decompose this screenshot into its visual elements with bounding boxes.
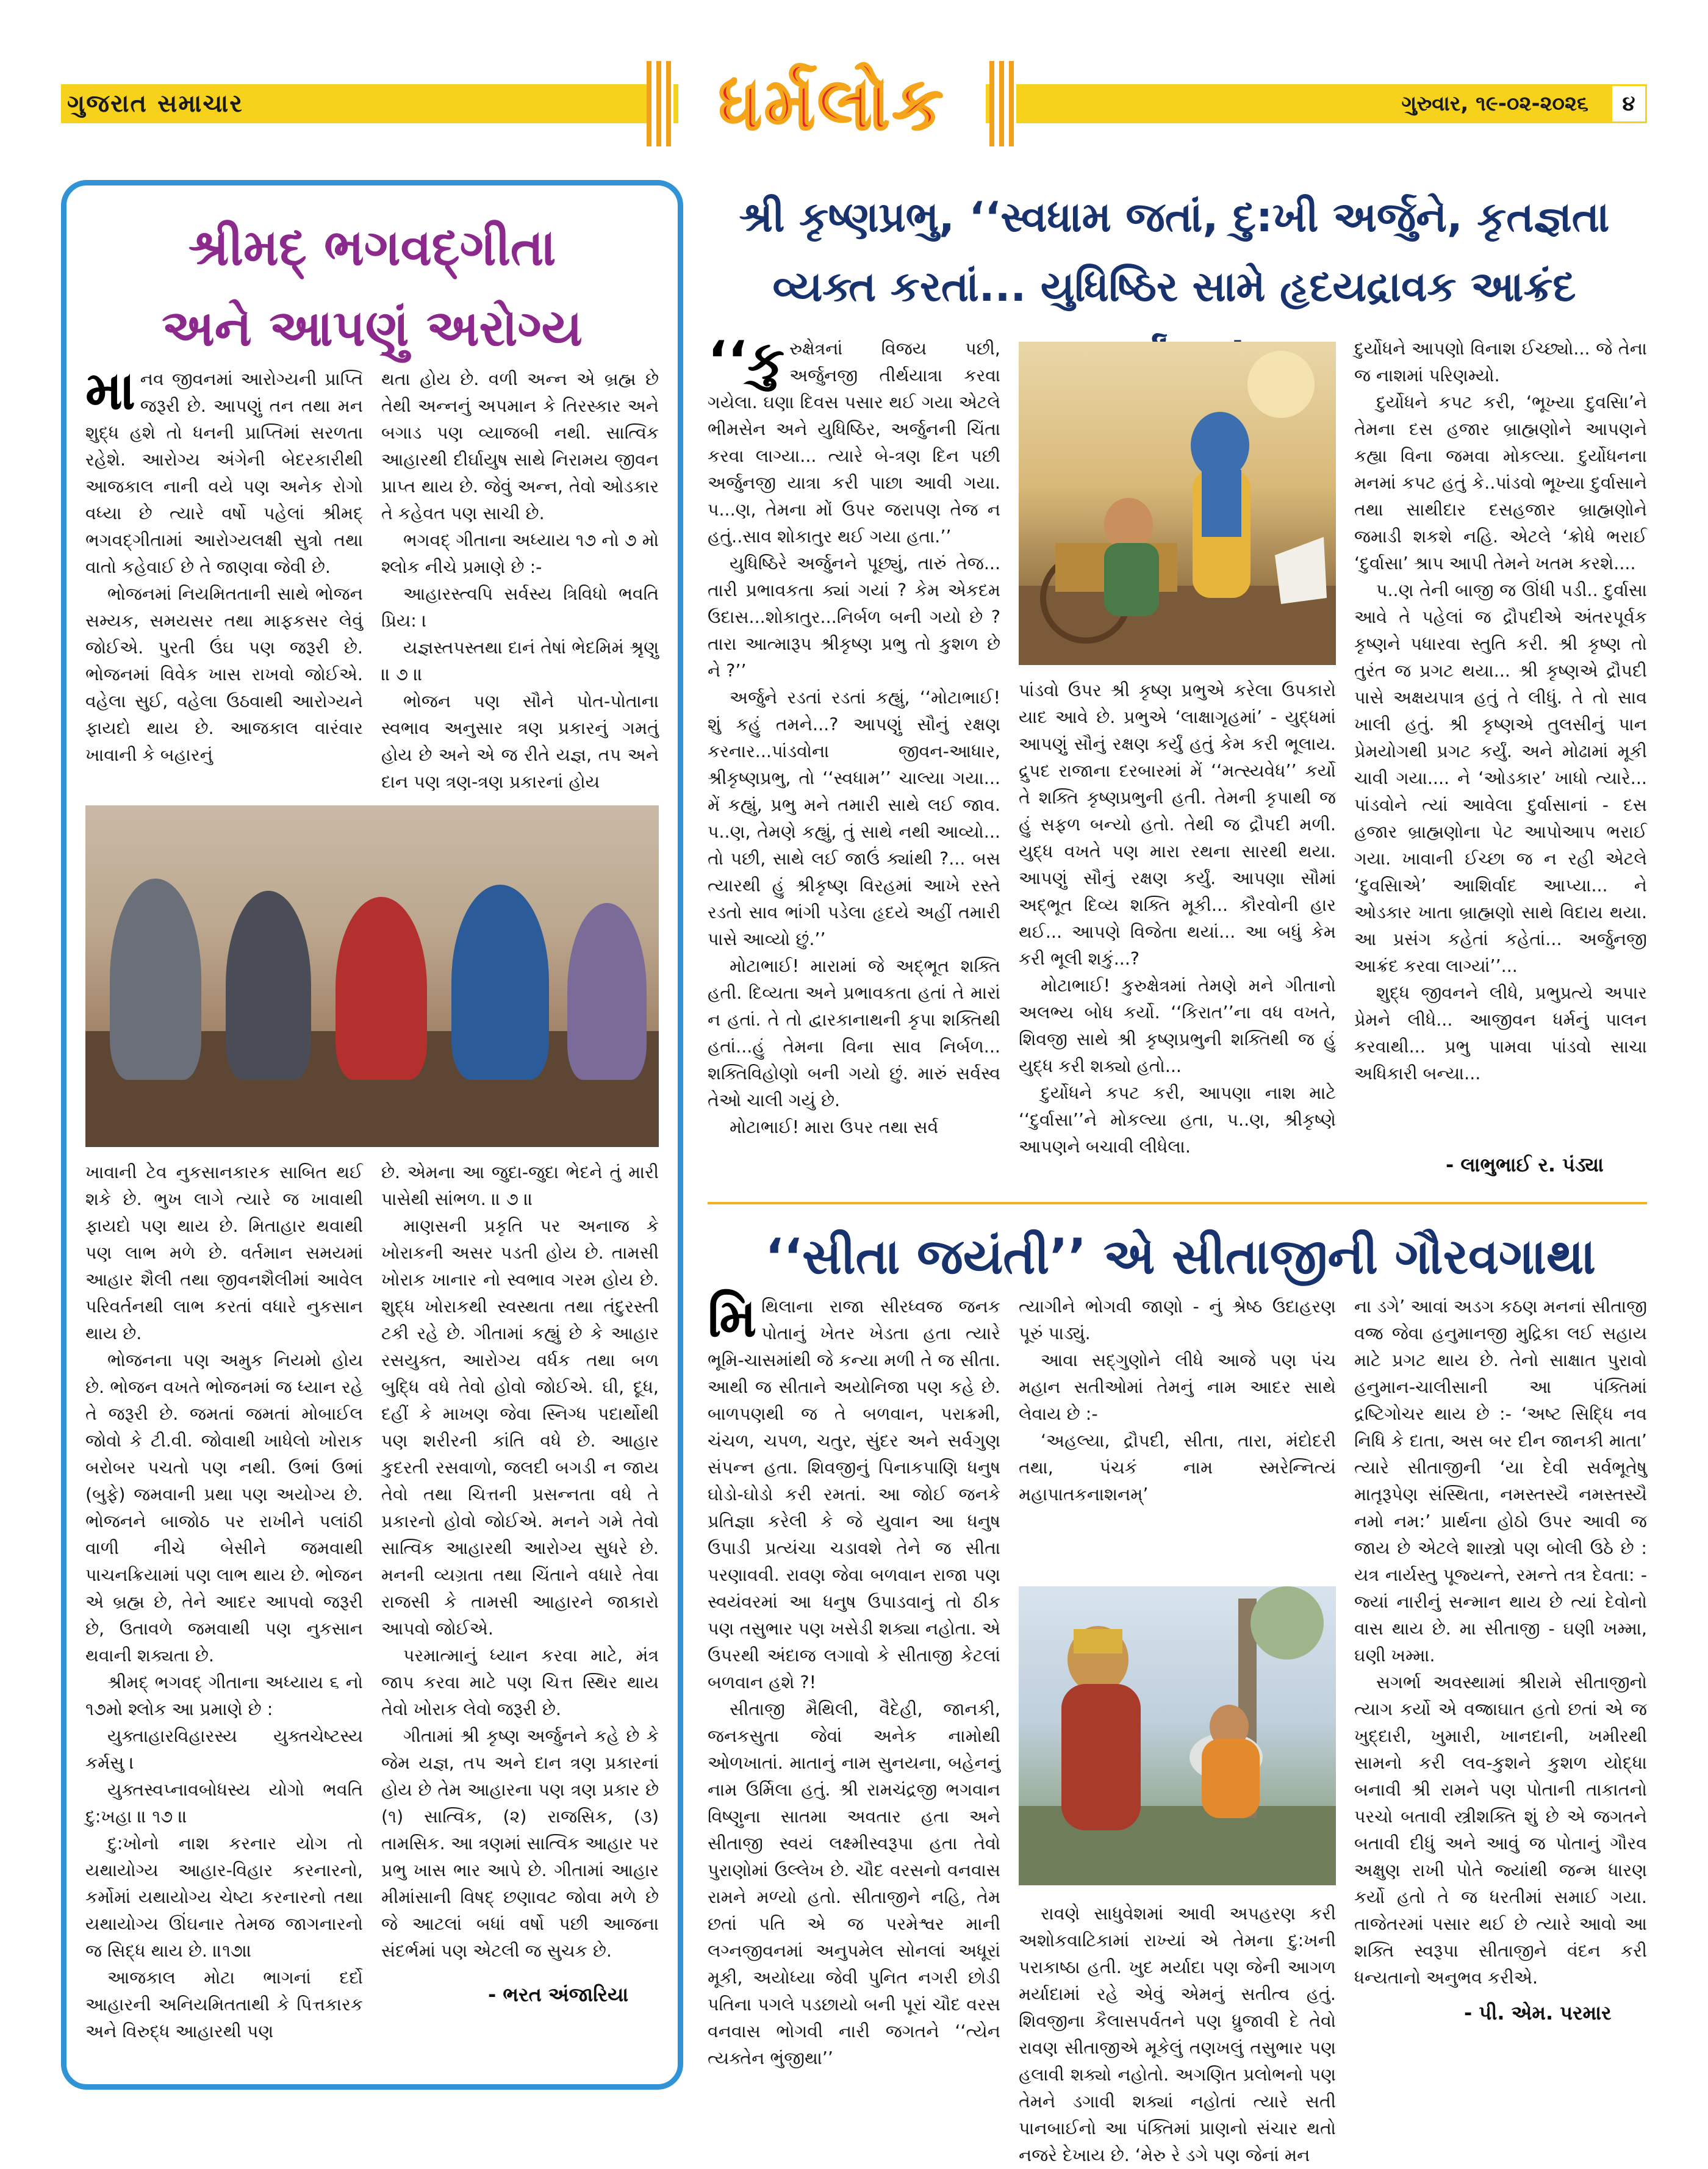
krishna-paragraph: પાંડવો ઉપર શ્રી કૃષ્ણ પ્રભુએ કરેલા ઉપકારો યાદ આવે છે. પ્રભુએ ‘લાક્ષાગૃહમાં’ - યુદ્ધમાં આપણું સૌનું રક્ષણ કર્યું હતું કેમ કરી ભૂલાય. દ્રુપદ રાજાના દરબારમાં મેં ‘‘મત્સ્યવેધ’’ કર્યો તે શક્તિ કૃષ્ણપ્રભુની હતી. તેમની કૃપાથી જ હું સફળ બન્યો હતો. તેથી જ દ્રૌપદી મળી. યુદ્ધ વખતે પણ મારા રથના સારથી થયા. આપણું સૌનું રક્ષણ કર્યું. આપણા સૌમાં અદ્ભૂત દિવ્ય શક્તિ મૂકી... કૌરવોની હાર થઈ... આપણે વિજેતા થયાં... આ બધું કેમ કરી ભૂલી શકું...? xyxy=(1019,680,1336,969)
gita-shloka-line: આહારસ્ત્વપિ સર્વસ્ય ત્રિવિધો ભવતિ પ્રિય: । xyxy=(381,584,659,631)
krishna-column-2 xyxy=(1019,677,1336,1196)
sita-quote: ‘અહલ્યા, દ્રૌપદી, સીતા, તારા, મંદોદરી તથા, પંચકં નામ સ્મરેન્નિત્યં મહાપાતકનાશનમ્’ xyxy=(1019,1431,1336,1505)
gita-paragraph: પરમાત્માનું ધ્યાન કરવા માટે, મંત્ર જાપ કરવા માટે પણ ચિત્ત સ્થિર થાય તેવો ખોરાક લેવો જરૂરી છે. xyxy=(381,1646,659,1719)
sita-paragraph: સીતાજી મૈથિલી, વૈદેહી, જાનકી, જનકસુતા જેવાં અનેક નામોથી ઓળખાતાં. માતાનું નામ સુનયના, બહેનનું નામ ઉર્મિલા હતું. શ્રી રામચંદ્રજી ભગવાન વિષ્ણુના સાતમા અવતાર હતા અને સીતાજી સ્વયં લક્ષ્મીસ્વરૂપા હતા તેવો પુરાણોમાં ઉલ્લેખ છે. ચૌદ વરસનો વનવાસ રામને મળ્યો હતો. સીતાજીને નહિ, તેમ છતાં પતિ એ જ પરમેશ્વર માની લગ્નજીવનમાં અનુપમેલ સોનલાં અધૂરાં મૂકી, અયોધ્યા જેવી પુનિત નગરી છોડી પતિના પગલે પડછાયો બની પૂરાં ચૌદ વરસ વનવાસ ભોગવી નારી જગતને ‘‘ત્યેન ત્યક્તેન ભુંજીથા’’ xyxy=(708,1699,1000,2068)
krishna-arjuna-illustration xyxy=(1019,342,1336,665)
gita-paragraph: આજકાલ મોટા ભાગનાં દર્દો આહારની અનિયમિતતાથી કે પિત્તકારક અને વિરુદ્ધ આહારથી પણ xyxy=(85,1968,363,2041)
gita-headline xyxy=(85,207,659,369)
krishna-column-1 xyxy=(708,330,1000,1196)
gita-headline-line1: શ્રીમદ્ ભગવદ્ગીતા xyxy=(188,218,556,277)
section-logo-box xyxy=(678,54,986,154)
krishna-paragraph xyxy=(708,330,1000,550)
sita-author: - પી. એમ. પરમાર xyxy=(1464,2001,1612,2024)
sita-column-2-bottom xyxy=(1019,1901,1336,2165)
krishna-paragraph: અર્જુને રડતાં રડતાં કહ્યું, ‘‘મોટાભાઈ! શું કહું તમને...? આપણું સૌનું રક્ષણ કરનાર...પાંડવોના જીવન-આધાર, શ્રીકૃષ્ણપ્રભુ, તો ‘‘સ્વધામ’’ ચાલ્યા ગયા... મેં કહ્યું, પ્રભુ મને તમારી સાથે લઈ જાવ. પ..ણ, તેમણે કહ્યું, તું સાથે નથી આવ્યો... તો પછી, સાથે લઈ જાઉં ક્યાંથી ?... બસ ત્યારથી હું શ્રીકૃષ્ણ વિરહમાં આખે રસ્તે રડતો સાવ ભાંગી પડેલા હૃદયે અહીં તમારી પાસે આવ્યો છું.’’ xyxy=(708,688,1000,949)
gita-paragraph: શ્રીમદ્ ભગવદ્ ગીતાના અધ્યાય ૬ નો ૧૭મો શ્લોક આ પ્રમાણે છે : xyxy=(85,1672,363,1719)
page-number: ૪ xyxy=(1610,84,1647,123)
gita-column-1-top xyxy=(85,361,363,793)
sita-paragraph: આવા સદ્ગુણોને લીધે આજે પણ પંચ મહાન સતીઓમાં તેમનું નામ આદર સાથે લેવાય છે :- xyxy=(1019,1350,1336,1424)
sita-ravana-drawing xyxy=(1019,1586,1336,1885)
gita-dropcap: મા xyxy=(85,361,135,422)
gita-paragraph: ભગવદ્ ગીતાના અધ્યાય ૧૭ નો ૭ મો શ્લોક નીચે પ્રમાણે છે :- xyxy=(381,530,659,577)
gita-paragraph: દુ:ખોનો નાશ કરનાર યોગ તો યથાયોગ્ય આહાર-વિહાર કરનારનો, કર્મોમાં યથાયોગ્ય ચેષ્ટા કરનારનો તથા યથાયોગ્ય ઊંઘનાર તેમજ જાગનારનો જ સિદ્ધ થાય છે. ॥૧૭॥ xyxy=(85,1833,363,1961)
krishna-paragraph: મોટાભાઈ! મારા ઉપર તથા સર્વ xyxy=(730,1117,939,1137)
krishna-paragraph: પ..ણ તેની બાજી જ ઊંધી પડી.. દુર્વાસા આવે તે પહેલાં જ દ્રૌપદીએ અંતરપૂર્વક કૃષ્ણને પધારવા સ્તુતિ કરી. શ્રી કૃષ્ણ તો તુરંત જ પ્રગટ થયા... શ્રી કૃષ્ણએ દ્રૌપદી પાસે અક્ષયપાત્ર હતું તે લીધું. તે તો સાવ ખાલી હતું. શ્રી કૃષ્ણએ તુલસીનું પાન પ્રેમયોગથી પ્રગટ કર્યું. અને મોઢામાં મૂકી ચાવી ગયા.... ને ‘ઓડકાર’ ખાધો ત્યારે... પાંડવોને ત્યાં આવેલા દુર્વાસાનાં - દસ હજાર બ્રાહ્મણોના પેટ આપોઆપ ભરાઈ ગયા. ખાવાની ઈચ્છા જ ન રહી એટલે ‘દુવસિાએ’ આશિર્વાદ આપ્યા... ને ઓડકાર ખાતા બ્રાહ્મણો સાથે વિદાય થયા. આ પ્રસંગ કહેતાં કહેતાં... અર્જુનજી આક્રંદ કરવા લાગ્યાં’’... xyxy=(1354,580,1647,976)
gita-author: - ભરત અંજારિયા xyxy=(488,1983,629,2006)
gita-paragraph xyxy=(85,361,363,581)
krishna-headline-line1: શ્રી કૃષ્ણપ્રભુ, ‘‘સ્વધામ જતાં, દુ:ખી અર્જુને, કૃતજ્ઞતા xyxy=(739,193,1610,242)
photo-person xyxy=(451,885,549,1080)
masthead: ગુજરાત સમાચાર xyxy=(67,90,243,118)
krishna-paragraph: દુર્યોધને કપટ કરી, ‘ભૂખ્યા દુવસિા’ને તેમના દસ હજાર બ્રાહ્મણોને આપણને કહ્યા વિના જમવા મોકલ્યા. દુર્યોધનના મનમાં કપટ હતું કે..પાંડવો ભૂખ્યા દુર્વાસાને તથા સાથીદાર દસહજાર બ્રાહ્મણોને જમાડી શકશે નહિ. એટલે ‘ક્રોધે ભરાઈ ‘દુર્વાસા’ શ્રાપ આપી તેમને ખતમ કરશે.... xyxy=(1354,392,1647,574)
gita-paragraph: ભોજનના પણ અમુક નિયમો હોય છે. ભોજન વખતે ભોજનમાં જ ધ્યાન રહે તે જરૂરી છે. જમતાં જમતાં મોબાઈલ જોવો કે ટી.વી. જોવાથી ખાધેલો ખોરાક બરોબર પચતો પણ નથી. ઉભાં ઉભાં (બુફે) જમવાની પ્રથા પણ અયોગ્ય છે. ભોજનને બાજોઠ પર રાખીને પલાંઠી વાળી નીચે બેસીને જમવાથી પાચનક્રિયામાં પણ લાભ થાય છે. ભોજન એ બ્રહ્મ છે, તેને આદર આપવો જરૂરી છે, ઉતાવળે જમવાથી પણ નુકસાન થવાની શક્યતા છે. xyxy=(85,1350,363,1666)
krishna-headline-line2: વ્યક્ત કરતાં... યુધિષ્ઠિર સામે હૃદયદ્રાવક આક્રંદ xyxy=(772,263,1576,311)
gita-photo-people-praying-before-meal xyxy=(85,805,659,1147)
krishna-column-3 xyxy=(1354,336,1647,1147)
sita-dropcap: મિ xyxy=(708,1288,757,1349)
photo-person xyxy=(336,897,427,1080)
gita-paragraph: ભોજન પણ સૌને પોત-પોતાના સ્વભાવ અનુસાર ત્રણ પ્રકારનું ગમતું હોય છે અને એ જ રીતે યજ્ઞ, તપ અને દાન પણ ત્રણ-ત્રણ પ્રકારનાં હોય xyxy=(381,691,659,792)
krishna-author: - લાભુભાઈ ર. પંડ્યા xyxy=(1446,1153,1604,1176)
sita-ashokvatika-illustration xyxy=(1019,1586,1336,1885)
sita-paragraph: ત્યાગીને ભોગવી જાણો - નું શ્રેષ્ઠ ઉદાહરણ પૂરું પાડ્યું. xyxy=(1019,1297,1336,1343)
sita-headline: ‘‘સીતા જયંતી’’ એ સીતાજીની ગૌરવગાથા xyxy=(765,1228,1596,1285)
krishna-paragraph: યુધિષ્ઠિરે અર્જુનને પૂછ્યું, તારું તેજ... તારી પ્રભાવકતા ક્યાં ગયાં ? કેમ એકદમ ઉદાસ...શોકાતુર...નિર્બળ બની ગયો છે ? તારા આત્મારૂપ શ્રીકૃષ્ણ પ્રભુ તો કુશળ છે ને ?’’ xyxy=(708,553,1000,681)
gita-paragraph: ખાવાની ટેવ નુકસાનકારક સાબિત થઈ શકે છે. ભુખ લાગે ત્યારે જ ખાવાથી ફાયદો પણ થાય છે. મિતાહાર થવાથી પણ લાભ મળે છે. વર્તમાન સમયમાં આહાર શૈલી તથા જીવનશૈલીમાં આવેલ પરિવર્તનથી લાભ કરતાં વધારે નુકસાન થાય છે. xyxy=(85,1162,363,1343)
sita-column-3 xyxy=(1354,1293,1647,1989)
gita-shloka-line: યુક્તસ્વપ્નાવબોધસ્ય યોગો ભવતિ દુ:ખહા ॥ ૧૭ ॥ xyxy=(85,1780,363,1827)
header-ornament-left xyxy=(647,61,673,146)
gita-shloka-line: યુક્તાહારવિહારસ્ય યુક્તચેષ્ટસ્ય કર્મસુ । xyxy=(85,1726,363,1773)
gita-paragraph: ગીતામાં શ્રી કૃષ્ણ અર્જુનને કહે છે કે જેમ યજ્ઞ, તપ અને દાન ત્રણ પ્રકારનાં હોય છે તેમ આહારના પણ ત્રણ પ્રકાર છે (૧) સાત્વિક, (૨) રાજસિક, (૩) તામસિક. આ ત્રણમાં સાત્વિક આહાર પર પ્રભુ ખાસ ભાર આપે છે. ગીતામાં આહાર મીમાંસાની વિષદ્ છણાવટ જોવા મળે છે જે આટલાં બધાં વર્ષો પછી આજના સંદર્ભમાં પણ એટલી જ સુચક છે. xyxy=(381,1726,659,1961)
photo-person xyxy=(226,891,311,1080)
krishna-paragraph: શુદ્ધ જીવનને લીધે, પ્રભુપ્રત્યે અપાર પ્રેમને લીધે... આજીવન ધર્મનું પાલન કરવાથી... પ્રભુ પામવા પાંડવો સાચા અધિકારી બન્યા... xyxy=(1354,983,1647,1084)
krishna-paragraph: મોટાભાઈ! મારામાં જે અદ્ભૂત શક્તિ હતી. દિવ્યતા અને પ્રભાવકતા હતાં તે મારાં ન હતાં. તે તો દ્વારકાનાથની કૃપા શક્તિથી હતાં...હું તેમના વિના સાવ નિર્બળ... શક્તિવિહોણો બની ગયો છું. મારું સર્વસ્વ તેઓ ચાલી ગયું છે. xyxy=(708,956,1000,1110)
photo-person xyxy=(567,903,647,1080)
krishna-paragraph: મોટાભાઈ! કુરુક્ષેત્રમાં તેમણે મને ગીતાનો અલભ્ય બોધ કર્યો. ‘‘કિરાત’’ના વધ વખતે, શિવજી સાથે શ્રી કૃષ્ણપ્રભુની શક્તિથી જ હું યુદ્ધ કરી શક્યો હતો... xyxy=(1019,976,1336,1076)
krishna-arjuna-drawing xyxy=(1019,342,1336,665)
sita-text: થિલાના રાજા સીરધ્વજ જનક પોતાનું ખેતર ખેડતા હતા ત્યારે ભૂમિ-ચાસમાંથી જે કન્યા મળી તે જ સીતા. આથી જ સીતાને અયોનિજા પણ કહે છે. બાળપણથી જ તે બળવાન, પરાક્રમી, ચંચળ, ચપળ, ચતુર, સુંદર અને સર્વગુણ સંપન્ન હતા. શિવજીનું પિનાકપાણિ ધનુષ ઘોડો-ઘોડો કરી રમતાં. આ જોઈ જનકે પ્રતિજ્ઞા કરેલી કે જે યુવાન આ ધનુષ ઉપાડી પ્રત્યંચા ચડાવશે તેને જ સીતા પરણાવવી. રાવણ જેવા બળવાન રાજા પણ સ્વયંવરમાં આ ધનુષ ઉપાડવાનું તો ઠીક પણ તસુભાર પણ ખસેડી શક્યા નહોતા. એ ઉપરથી અંદાજ લગાવો કે સીતાજી કેટલાં બળવાન હશે ?! xyxy=(708,1297,1000,1692)
gita-column-2-bottom xyxy=(381,1159,659,1971)
gita-shloka-line: યજ્ઞસ્તપસ્તથા દાનં તેષાં ભેદમિમં શ્રૃણુ ॥ ૭ ॥ xyxy=(381,638,659,685)
article-divider xyxy=(708,1202,1647,1204)
krishna-dropcap: ‘‘કુ xyxy=(708,330,785,391)
gita-paragraph: ભોજનમાં નિયમિતતાની સાથે ભોજન સમ્યક, સમયસર તથા માફકસર લેવું જોઈએ. પુરતી ઉંઘ પણ જરૂરી છે. ભોજનમાં વિવેક ખાસ રાખવો જોઈએ. વહેલા સુઈ, વહેલા ઉઠવાથી આરોગ્યને ફાયદો થાય છે. આજકાલ વારંવાર ખાવાની કે બહારનું xyxy=(85,584,363,765)
gita-column-2-top xyxy=(381,366,659,793)
gita-headline-line2: અને આપણું અરોગ્ય xyxy=(162,299,583,358)
sita-column-2-top xyxy=(1019,1293,1336,1574)
gita-text: નવ જીવનમાં આરોગ્યની પ્રાપ્તિ જરૂરી છે. આપણું તન તથા મન શુદ્ધ હશે તો ધનની પ્રાપ્તિમાં સરળતા રહેશે. આરોગ્ય અંગેની બેદરકારીથી આજકાલ નાની વયે પણ અનેક રોગો વધ્યા છે ત્યારે વર્ષો પહેલાં શ્રીમદ્ ભગવદ્ગીતામાં આરોગ્યલક્ષી સુત્રો તથા વાતો કહેવાઈ છે તે જાણવા જેવી છે. xyxy=(85,369,363,577)
photo-person xyxy=(110,879,201,1080)
sita-paragraph: સગર્ભા અવસ્થામાં શ્રીરામે સીતાજીનો ત્યાગ કર્યો એ વજ્રાઘાત હતો છતાં એ જ ખુદ્દારી, ખુમારી, ખાનદાની, ખમીરથી સામનો કરી લવ-કુશને કુશળ યોદ્ધા બનાવી શ્રી રામને પણ પોતાની તાકાતનો પરચો બતાવી સ્ત્રીશક્તિ શું છે એ જગતને બતાવી દીધું અને આવું જ પોતાનું ગૌરવ અક્ષુણ રાખી પોતે જ્યાંથી જન્મ ધારણ કર્યો હતો તે જ ધરતીમાં સમાઈ ગયા. તાજેતરમાં પસાર થઈ છે ત્યારે આવો આ શક્તિ સ્વરૂપા સીતાજીને વંદન કરી ધન્યતાનો અનુભવ કરીએ. xyxy=(1354,1672,1647,1988)
sita-paragraph: ના ડગે’ આવાં અડગ કઠણ મનનાં સીતાજી વજ્ર જેવા હનુમાનજી મુદ્રિકા લઈ સહાય માટે પ્રગટ થાય છે. તેનો સાક્ષાત પુરાવો હનુમાન-ચાલીસાની આ પંક્તિમાં દ્રષ્ટિગોચર થાય છે :- ‘અષ્ટ સિદ્ધિ નવ નિધિ કે દાતા, અસ બર દીન જાનકી માતા’ ત્યારે સીતાજીની ‘યા દેવી સર્વભૂતેષુ માતૃરૂપેણ સંસ્થિતા, નમસ્તસ્યૈ નમસ્તસ્યૈ નમો નમ:’ પ્રાર્થના હોઠો ઉપર આવી જ જાય છે એટલે શાસ્ત્રો પણ બોલી ઉઠે છે : યત્ર નાર્યસ્તુ પૂજ્યન્તે, રમન્તે તત્ર દેવતા: - જ્યાં નારીનું સન્માન થાય છે ત્યાં દેવોનો વાસ થાય છે. મા સીતાજી - ઘણી ખમ્મા, ઘણી ખમ્મા. xyxy=(1354,1297,1647,1666)
krishna-paragraph: દુર્યોધને આપણો વિનાશ ઈચ્છ્યો... જે તેના જ નાશમાં પરિણમ્યો. xyxy=(1354,339,1647,386)
gita-column-1-bottom xyxy=(85,1159,363,2041)
header-ornament-right xyxy=(989,61,1016,146)
section-logo: ધર્મલોક xyxy=(718,60,946,146)
issue-date: ગુરુવાર, ૧૯-૦૨-૨૦૨૬ xyxy=(1401,92,1588,116)
krishna-text: રુક્ષેત્રનાં વિજય પછી, અર્જુનજી તીર્થયાત્રા કરવા ગયેલા. ઘણા દિવસ પસાર થઈ ગયા એટલે ભીમસેન અને યુધિષ્ઠિર, અર્જુનની ચિંતા કરવા લાગ્યા... ત્યારે બે-ત્રણ દિન પછી અર્જુનજી યાત્રા કરી પાછા આવી ગયા. પ...ણ, તેમના મોં ઉપર જરાપણ તેજ ન હતું..સાવ શોકાતુર થઈ ગયા હતા.’’ xyxy=(708,339,1000,547)
sita-column-1 xyxy=(708,1288,1000,2093)
gita-paragraph: માણસની પ્રકૃતિ પર અનાજ કે ખોરાકની અસર પડતી હોય છે. તામસી ખોરાક ખાનાર નો સ્વભાવ ગરમ હોય છે. શુદ્ધ ખોરાકથી સ્વસ્થતા તથા તંદુરસ્તી ટકી રહે છે. ગીતામાં કહ્યું છે કે આહાર રસયુક્ત, આરોગ્ય વર્ધક તથા બળ બુદ્ધિ વધે તેવો હોવો જોઈએ. ઘી, દૂધ, દહીં કે માખણ જેવા સ્નિગ્ધ પદાર્થોથી પણ શરીરની કાંતિ વધે છે. આહાર કુદરતી રસવાળો, જલદી બગડી ન જાય તેવો તથા ચિત્તની પ્રસન્નતા વધે તે પ્રકારનો હોવો જોઈએ. મનને ગમે તેવો સાત્વિક આહારથી આરોગ્ય સુધરે છે. મનની વ્યગ્રતા તથા ચિંતાને વધારે તેવા રાજસી કે તામસી આહારને જાકારો આપવો જોઈએ. xyxy=(381,1216,659,1639)
sita-paragraph: રાવણે સાધુવેશમાં આવી અપહરણ કરી અશોકવાટિકામાં રાખ્યાં એ તેમના દુ:ખની પરાકાષ્ઠા હતી. ખુદ મર્યાદા પણ જેની આગળ મર્યાદામાં રહે એવું એમનું સતીત્વ હતું. શિવજીના કૈલાસપર્વતને પણ ધ્રુજાવી દે તેવો રાવણ સીતાજીએ મૂકેલું તણખલું તસુભાર પણ હલાવી શક્યો નહોતો. અગણિત પ્રલોભનો પણ તેમને ડગાવી શક્યાં નહોતાં ત્યારે સતી પાનબાઈનો આ પંક્તિમાં પ્રાણનો સંચાર થતો નજરે દેખાય છે. ‘મેરુ રે ડગે પણ જેનાં મન xyxy=(1019,1904,1336,2165)
gita-paragraph: થતા હોય છે. વળી અન્ન એ બ્રહ્મ છે તેથી અન્નનું અપમાન કે તિરસ્કાર અને બગાડ પણ વ્યાજબી નથી. સાત્વિક આહારથી દીર્ઘાયુષ સાથે નિરામય જીવન પ્રાપ્ત થાય છે. જેવું અન્ન, તેવો ઓડકાર તે કહેવત પણ સાચી છે. xyxy=(381,369,659,523)
sita-paragraph xyxy=(708,1288,1000,1696)
gita-paragraph: છે. એમના આ જુદા-જુદા ભેદને તું મારી પાસેથી સાંભળ. ॥ ૭ ॥ xyxy=(381,1162,659,1209)
krishna-paragraph: દુર્યોધને કપટ કરી, આપણા નાશ માટે ‘‘દુર્વાસા’’ને મોકલ્યા હતા, પ..ણ, શ્રીકૃષ્ણે આપણને બચાવી લીધેલા. xyxy=(1019,1083,1336,1157)
